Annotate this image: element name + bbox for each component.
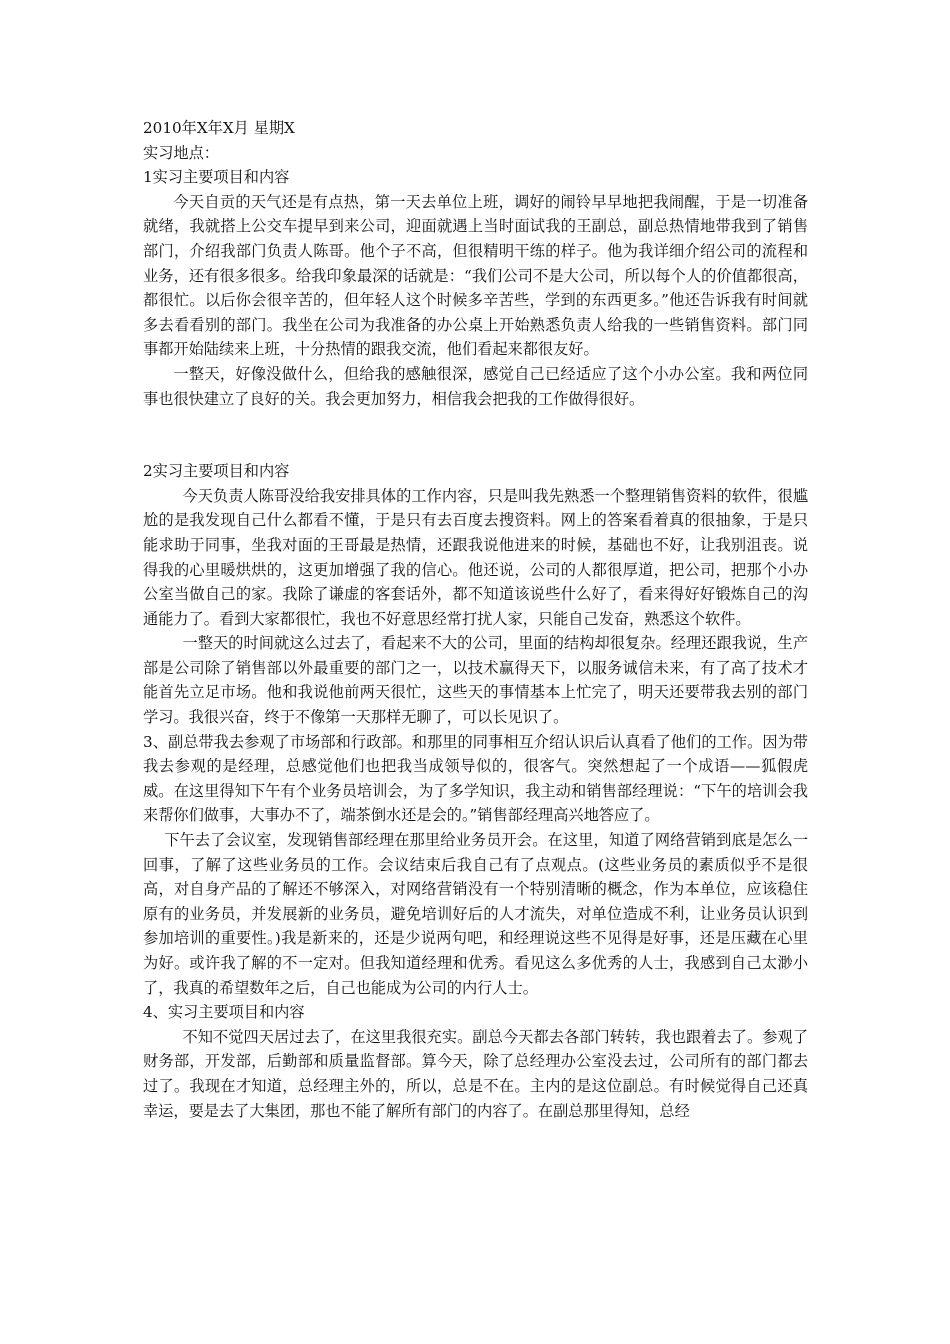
document-page	[143, 116, 808, 1123]
section-4-heading: 4、实习主要项目和内容	[143, 1003, 305, 1022]
section-spacer	[143, 411, 808, 459]
section-1-heading: 1实习主要项目和内容	[143, 168, 290, 187]
section-1-paragraph-2: 一整天，好像没做什么，但给我的感触很深，感觉自己已经适应了这个小办公室。我和两位同事也很快建立了良好的关。我会更加努力，相信我会把我的工作做得很好。	[143, 364, 808, 408]
section-1-paragraph-1: 今天自贡的天气还是有点热，第一天去单位上班，调好的闹铃早早地把我闹醒，于是一切准备就绪，我就搭上公交车提早到来公司，迎面就遇上当时面试我的王副总，副总热情地带我到了销售部门，介绍我部门负责人陈哥。他个子不高，但很精明干练的样子。他为我详细介绍公司的流程和业务，还有很多很多。给我印象最深的话就是：“我们公司不是大公司，所以每个人的价值都很高，都很忙。以后你会很辛苦的，但年轻人这个时候多辛苦些，学到的东西更多。”他还告诉我有时间就多去看看别的部门。我坐在公司为我准备的办公桌上开始熟悉负责人给我的一些销售资料。部门同事都开始陆续来上班，十分热情的跟我交流，他们看起来都很友好。	[143, 192, 808, 359]
section-2-heading: 2实习主要项目和内容	[143, 462, 290, 481]
section-2-paragraph-1: 今天负责人陈哥没给我安排具体的工作内容，只是叫我先熟悉一个整理销售资料的软件，很尴尬的是我发现自己什么都看不懂，于是只有去百度去搜资料。网上的答案看着真的很抽象，于是只能求助于同事，坐我对面的王哥最是热情，还跟我说他进来的时候，基础也不好，让我别沮丧。说得我的心里暖烘烘的，这更加增强了我的信心。他还说，公司的人都很厚道，把公司，把那个小办公室当做自己的家。我除了谦虚的客套话外，都不知道该说些什么好了，看来得好好锻炼自己的沟通能力了。看到大家都很忙，我也不好意思经常打扰人家，只能自己发奋，熟悉这个软件。	[143, 486, 808, 628]
date-line: 2010年X年X月 星期X	[143, 119, 295, 137]
section-4-paragraph-1: 不知不觉四天居过去了，在这里我很充实。副总今天都去各部门转转，我也跟着去了。参观了财务部，开发部，后勤部和质量监督部。算今天，除了总经理办公室没去过，公司所有的部门都去过了。我现在才知道，总经理主外的，所以，总是不在。主内的是这位副总。有时候觉得自己还真幸运，要是去了大集团，那也不能了解所有部门的内容了。在副总那里得知，总经	[143, 1027, 808, 1120]
section-3-paragraph-1: 3、副总带我去参观了市场部和行政部。和那里的同事相互介绍认识后认真看了他们的工作。因为带我去参观的是经理，总感觉他们也把我当成领导似的，很客气。突然想起了一个成语——狐假虎威。在这里得知下午有个业务员培训会，为了多学知识，我主动和销售部经理说：“下午的培训会我来帮你们做事，大事办不了，端茶倒水还是会的。”销售部经理高兴地答应了。	[143, 732, 808, 825]
section-3-paragraph-2: 下午去了会议室，发现销售部经理在那里给业务员开会。在这里，知道了网络营销到底是怎么一回事，了解了这些业务员的工作。会议结束后我自己有了点观点。(这些业务员的素质似乎不是很高，对自身产品的了解还不够深入，对网络营销没有一个特别清晰的概念，作为本单位，应该稳住原有的业务员，并发展新的业务员，避免培训好后的人才流失，对单位造成不利，让业务员认识到参加培训的重要性。)我是新来的，还是少说两句吧，和经理说这些不见得是好事，还是压藏在心里为好。或许我了解的不一定对。但我知道经理和优秀。看见这么多优秀的人士，我感到自己太渺小了，我真的希望数年之后，自己也能成为公司的内行人士。	[143, 831, 808, 997]
section-2-paragraph-2: 一整天的时间就这么过去了，看起来不大的公司，里面的结构却很复杂。经理还跟我说，生产部是公司除了销售部以外最重要的部门之一，以技术赢得天下，以服务诚信未来，有了高了技术才能首先立足市场。他和我说他前两天很忙，这些天的事情基本上忙完了，明天还要带我去别的部门学习。我很兴奋，终于不像第一天那样无聊了，可以长见识了。	[143, 634, 808, 727]
location-label: 实习地点：	[143, 143, 219, 162]
